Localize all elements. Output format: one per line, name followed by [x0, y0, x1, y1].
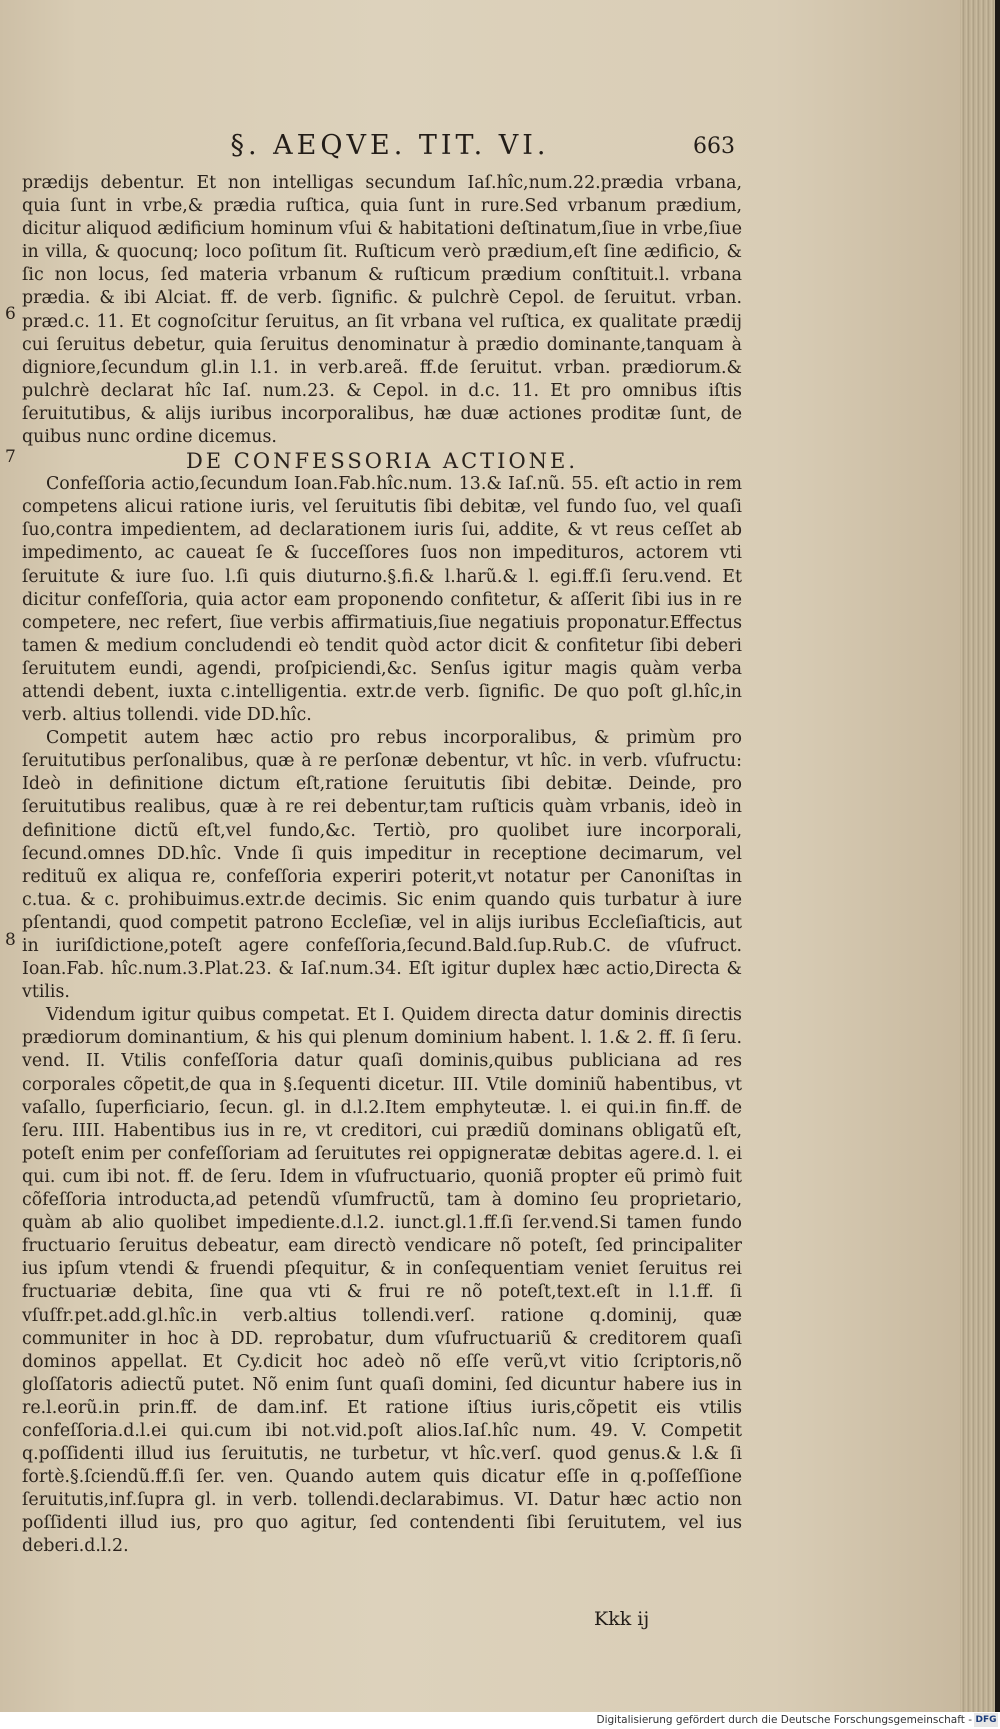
binding-shadow	[995, 0, 1000, 1729]
section-heading: DE CONFESSORIA ACTIONE.	[185, 449, 579, 474]
running-title: §. AEQVE. TIT. VI.	[230, 130, 550, 161]
paragraph-3: Competit autem hæc actio pro rebus incorporalibus, & primùm pro ſeruitutibus perſonalibus, quæ à re perſonæ debentur, vt hîc. in verb. vſufructu: Ideò in definitione dictum eſt,ratione ſeruitutis ſibi debitæ. Deinde, pro ſeruitutibus realibus, quæ à re rei debentur,tam ruſticis quàm vrbanis, ideò in definitione dictũ eſt,vel fundo,&c. Tertiò, pro quolibet iure incorporali, ſecund.omnes DD.hîc. Vnde ſi quis impeditur in receptione decimarum, vel redituũ ex aliqua re, confeſſoria experiri poterit,vt notatur per Canoniſtas in c.tua. & c. prohibuimus.extr.de decimis. Sic enim quando quis turbatur à iure pſentandi, quod competit patrono Eccleſiæ, vel in alijs iuribus Eccleſiaſticis, aut in iuriſdictione,poteſt agere confeſſoria,ſecund.Bald.ſup.Rub.C. de vſufruct. Ioan.Fab. hîc.num.3.Plat.23. & Iaſ.num.34. Eſt igitur duplex hæc actio,Directa & vtilis.	[22, 728, 742, 1003]
page-header	[0, 130, 968, 170]
page-number: 663	[693, 134, 735, 159]
margin-note-6: 6	[5, 304, 16, 324]
paragraph-1: prædijs debentur. Et non intelligas secundum Iaſ.hîc,num.22.prædia vrbana, quia ſunt in vrbe,& prædia ruſtica, quia ſunt in rure.Sed vrbanum prædium, dicitur aliquod ædificium hominum vſui & habitationi deſtinatum,ſiue in vrbe,ſiue in villa, & quocunq; loco poſitum ſit. Ruſticum verò prædium,eſt ſine ædificio, & ſic non locus, ſed materia vrbanum & ruſticum prædium conſtituit.l. vrbana prædia. & ibi Alciat. ff. de verb. ſignific. & pulchrè Cepol. de ſeruitut. vrban. præd.c. 11. Et cognoſcitur ſeruitus, an ſit vrbana vel ruſtica, ex qualitate prædij cui ſeruitus debetur, quia ſeruitus denominatur à prædio dominante,tanquam à digniore,ſecundum gl.in l.1. in verb.areã. ff.de ſeruitut. vrban. prædiorum.& pulchrè declarat hîc Iaſ. num.23. & Cepol. in d.c. 11. Et pro omnibus iſtis ſeruitutibus, & alijs iuribus incorporalibus, hæ duæ actiones proditæ ſunt, de quibus nunc ordine dicemus.	[22, 173, 742, 448]
body-text	[22, 172, 742, 1559]
margin-note-7: 7	[5, 447, 16, 467]
dfg-logo-icon: DFG	[975, 1715, 997, 1725]
paragraph-4: Videndum igitur quibus competat. Et I. Quidem directa datur dominis directis prædiorum dominantium, & his qui plenum dominium habent. l. 1.& 2. ff. ſi ſeru. vend. II. Vtilis confeſſoria datur quaſi dominis,quibus publiciana ad res corporales cõpetit,de qua in §.ſequenti dicetur. III. Vtile dominiũ habentibus, vt vaſallo, ſuperficiario, ſecun. gl. in d.l.2.Item emphyteutæ. l. ei qui.in fin.ff. de ſeru. IIII. Habentibus ius in re, vt creditori, cui prædiũ dominans obligatũ eſt, poteſt enim per confeſſoriam ad ſeruitutes rei oppigneratæ debitas agere.d. l. ei qui. cum ibi not. ff. de ſeru. Idem in vſufructuario, quoniã propter eũ primò fuit cõfeſſoria introducta,ad petendũ vſumfructũ, tam à domino ſeu proprietario, quàm ab alio quolibet impediente.d.l.2. iunct.gl.1.ff.ſi ſer.vend.Si tamen fundo fructuario ſeruitus debeatur, eam directò vendicare nõ poteſt, ſed principaliter ius ipſum vtendi & fruendi pſequitur, & in conſequentiam veniet ſeruitus rei fructuariæ debita, ſine qua vti & frui re nõ poteſt,text.eſt in l.1.ff. ſi vſuſfr.pet.add.gl.hîc.in verb.altius tollendi.verſ. ratione q.dominij, quæ communiter in hoc à DD. reprobatur, dum vſufructuariũ & creditorem quaſi dominos appellat. Et Cy.dicit hoc adeò nõ eſſe verũ,vt vitio ſcriptoris,nõ gloſſatoris adiectũ putet. Nõ enim ſunt quaſi domini, ſed dicuntur habere ius in re.l.eorũ.in prin.ff. de dam.inf. Et ratione iſtius iuris,cõpetit eis vtilis confeſſoria.d.l.ei qui.cum ibi not.vid.poſt alios.Iaſ.hîc num. 49. V. Competit q.poſſidenti illud ius ſeruitutis, ne turbetur, vt hîc.verſ. quod genus.& l.& ſi fortè.§.ſciendũ.ff.ſi ſer. ven. Quando autem quis dicatur eſſe in q.poſſeſſione ſeruitutis,inf.ſupra gl. in verb. tollendi.declarabimus. VI. Datur hæc actio non poſſidenti illud ius, pro quo agitur, ſed contendenti ſibi ſeruitutem, vel ius deberi.d.l.2.	[22, 1005, 742, 1557]
signature-mark: Kkk ij	[594, 1608, 650, 1630]
footer-text: Digitalisierung gefördert durch die Deutsche Forschungsgemeinschaft -	[596, 1714, 972, 1726]
paragraph-2: Confeſſoria actio,ſecundum Ioan.Fab.hîc.num. 13.& Iaſ.nũ. 55. eſt actio in rem competens alicui ratione iuris, vel ſeruitutis ſibi debitæ, vel fundo ſuo, vel quaſi ſuo,contra impedientem, ad declarationem iuris ſui, addite, & vt reus ceſſet ab impedimento, ac caueat ſe & ſucceſſores ſuos non impedituros, actorem vti ſeruitute & iure ſuo. l.ſi quis diuturno.§.fi.& l.harũ.& l. egi.ff.ſi ſeru.vend. Et dicitur confeſſoria, quia actor eam proponendo confitetur, & aſſerit ſibi ius in re competere, nec refert, ſiue verbis affirmatiuis,ſiue negatiuis proponatur.Effectus tamen & medium concludendi eò tendit quòd actor dicit & confitetur ſibi deberi ſeruitutem eundi, agendi, proſpiciendi,&c. Senſus igitur magis quàm verba attendi debent, iuxta c.intelligentia. extr.de verb. ſignific. De quo poſt gl.hîc,in verb. altius tollendi. vide DD.hîc.	[22, 474, 742, 726]
page-edge	[960, 0, 1000, 1712]
digitization-footer	[0, 1712, 1000, 1729]
margin-note-8: 8	[5, 930, 16, 950]
